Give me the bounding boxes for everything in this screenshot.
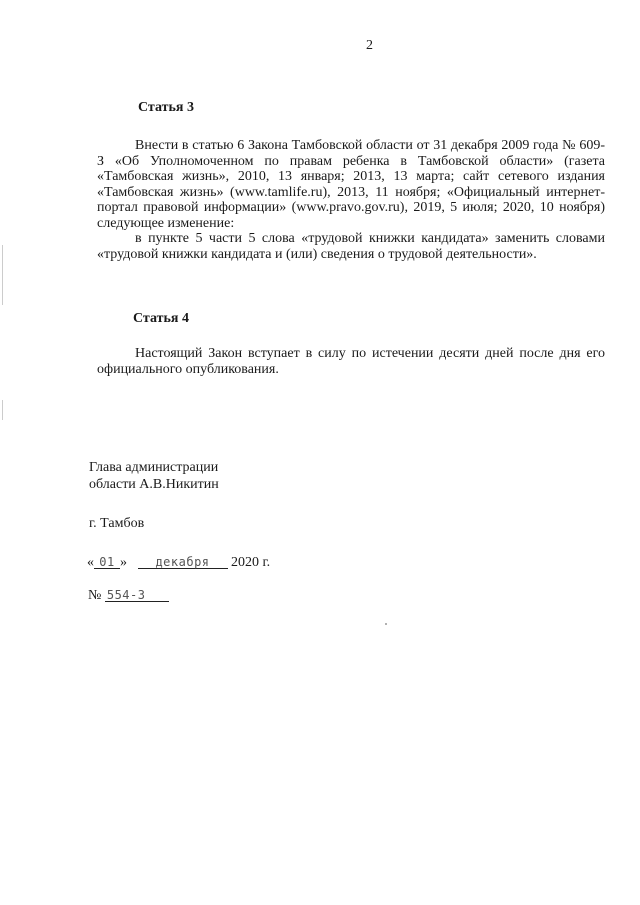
date-month: декабря [138, 556, 228, 569]
article-3-heading: Статья 3 [138, 100, 194, 115]
date-line [87, 555, 270, 571]
article-3-body [97, 138, 605, 262]
signature-block [89, 459, 219, 493]
number-prefix: № [88, 588, 102, 603]
date-close-quote: » [120, 555, 127, 570]
article-3-paragraph-1: Внести в статью 6 Закона Тамбовской области от 31 декабря 2009 года № 609-З «Об Уполномоченном по правам ребенка в Тамбовской области» (газета «Тамбовская жизнь», 2010, 13 января; 2013, 13 марта; сайт сетевого издания «Тамбовская жизнь» (www.tamlife.ru), 2013, 11 ноября; «Официальный интернет-портал правовой информации» (www.pravo.gov.ru), 2019, 5 июля; 2020, 10 ноября) следующее изменение: [97, 138, 605, 231]
scan-edge-mark [2, 245, 3, 305]
article-4-heading: Статья 4 [133, 311, 189, 326]
city: г. Тамбов [89, 516, 145, 531]
date-year: 2020 г. [231, 555, 271, 570]
number-value: 554-З [105, 589, 169, 602]
signature-title: Глава администрации [89, 460, 219, 475]
page-number: 2 [366, 38, 373, 53]
date-open-quote: « [87, 555, 94, 570]
number-line [88, 588, 169, 604]
scan-speck [385, 623, 387, 625]
article-4-body [97, 346, 605, 377]
signature-name: области А.В.Никитин [89, 477, 219, 492]
date-day: 01 [94, 556, 120, 569]
article-3-paragraph-2: в пункте 5 части 5 слова «трудовой книжки кандидата» заменить словами «трудовой книжки кандидата и (или) сведения о трудовой деятельности». [97, 231, 605, 262]
scan-edge-mark [2, 400, 3, 420]
article-4-paragraph-1: Настоящий Закон вступает в силу по истечении десяти дней после дня его официального опубликования. [97, 346, 605, 377]
